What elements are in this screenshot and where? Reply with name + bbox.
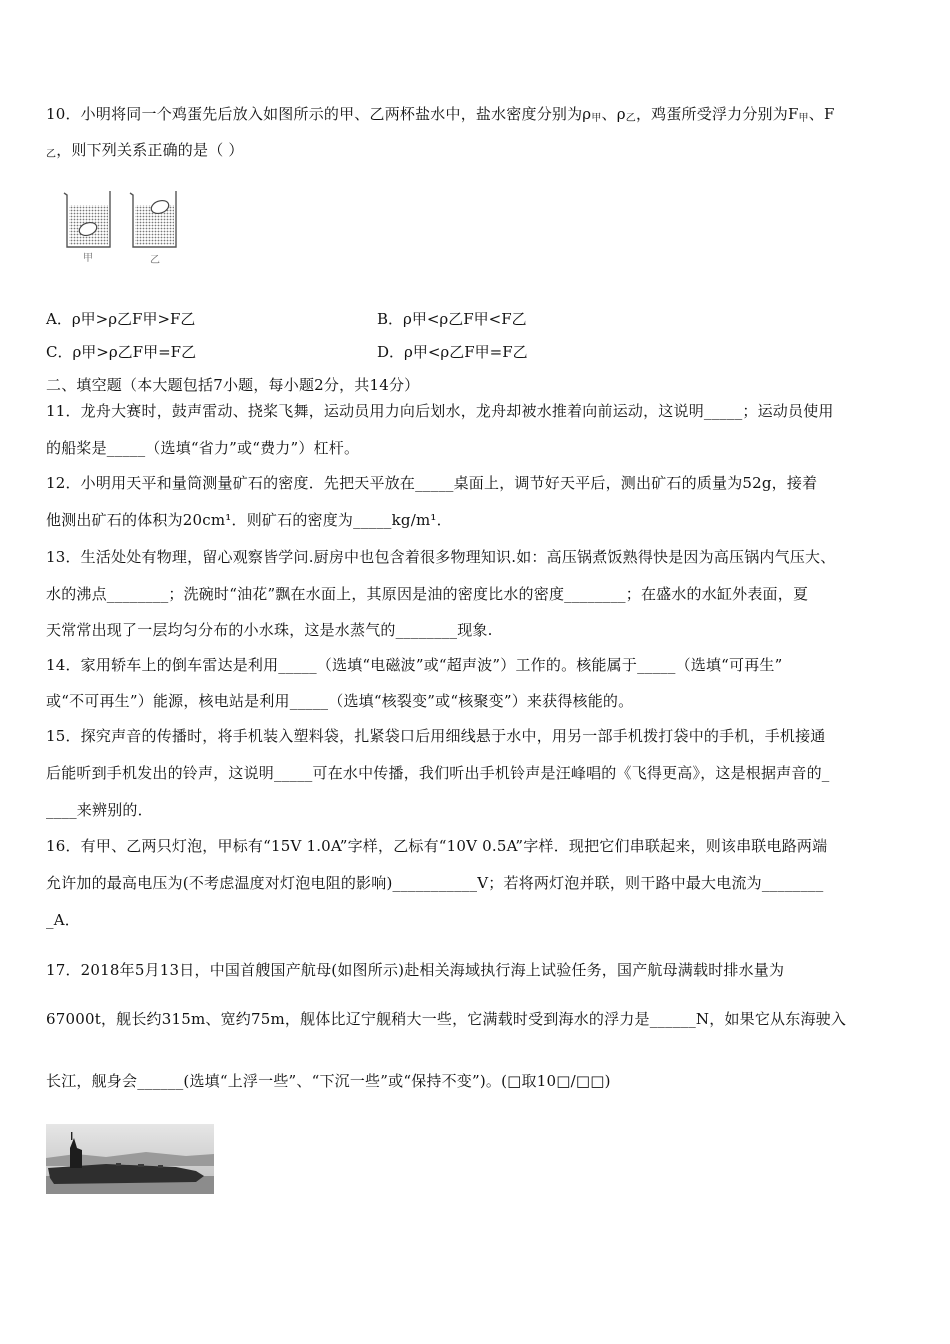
option-d: D．ρ甲<ρ乙F甲=F乙	[377, 343, 528, 361]
q11-line-1: 11．龙舟大赛时，鼓声雷动、挠桨飞舞，运动员用力向后划水，龙舟却被水推着向前运动，这说明_____；运动员使用	[46, 402, 834, 420]
q17-line-3: 长江，舰身会______(选填“上浮一些”、“下沉一些”或“保持不变”)。(□取10□/□□)	[46, 1072, 611, 1090]
q10-line-2: $_乙$，则下列关系正确的是（ ）	[46, 141, 244, 160]
q14-line-1: 14．家用轿车上的倒车雷达是利用_____（选填“电磁波”或“超声波”）工作的。核能属于_____（选填“可再生”	[46, 656, 783, 674]
q12-line-2: 他测出矿石的体积为20cm¹．则矿石的密度为_____kg/m¹．	[46, 511, 452, 529]
label-yi: 乙	[150, 255, 160, 266]
beaker-yi	[130, 191, 176, 247]
q13-line-1: 13．生活处处有物理，留心观察皆学问.厨房中也包含着很多物理知识.如：高压锅煮饭熟得快是因为高压锅内气压大、	[46, 548, 836, 566]
q15-line-1: 15．探究声音的传播时，将手机装入塑料袋，扎紧袋口后用细线悬于水中，用另一部手机拨打袋中的手机，手机接通	[46, 727, 826, 745]
beaker-jia	[64, 191, 110, 247]
section-2-title: 二、填空题（本大题包括7小题，每小题2分，共14分）	[46, 376, 420, 394]
q16-line-2: 允许加的最高电压为(不考虑温度对灯泡电阻的影响)___________V；若将两灯泡并联，则干路中最大电流为________	[46, 874, 824, 892]
option-b: B．ρ甲<ρ乙F甲<F乙	[377, 310, 527, 328]
q16-line-1: 16．有甲、乙两只灯泡，甲标有“15V 1.0A”字样，乙标有“10V 0.5A”字样．现把它们串联起来，则该串联电路两端	[46, 837, 828, 855]
label-jia: 甲	[83, 253, 93, 264]
q12-line-1: 12．小明用天平和量筒测量矿石的密度．先把天平放在_____桌面上，调节好天平后，测出矿石的质量为52g，接着	[46, 474, 818, 492]
option-c: C．ρ甲>ρ乙F甲=F乙	[46, 343, 197, 361]
option-a: A．ρ甲>ρ乙F甲>F乙	[46, 310, 196, 328]
q14-line-2: 或“不可再生”）能源，核电站是利用_____（选填“核裂变”或“核聚变”）来获得核能的。	[46, 692, 634, 710]
q11-line-2: 的船桨是_____（选填“省力”或“费力”）杠杆。	[46, 439, 360, 457]
q10-line-1: 10．小明将同一个鸡蛋先后放入如图所示的甲、乙两杯盐水中，盐水密度分别为$\rho_甲$、$\rho_乙$，鸡蛋所受浮力分别为$F_甲$、F	[46, 105, 835, 124]
q15-line-3: ____来辨别的．	[46, 801, 153, 819]
q13-line-3: 天常常出现了一层均匀分布的小水珠，这是水蒸气的________现象.	[46, 621, 493, 639]
q17-line-1: 17．2018年5月13日，中国首艘国产航母(如图所示)赴相关海域执行海上试验任务，国产航母满载时排水量为	[46, 961, 785, 979]
aircraft-carrier-photo	[46, 1124, 214, 1194]
q15-line-2: 后能听到手机发出的铃声，这说明_____可在水中传播，我们听出手机铃声是汪峰唱的《飞得更高》，这是根据声音的_	[46, 764, 830, 782]
q13-line-2: 水的沸点________；洗碗时“油花”飘在水面上，其原因是油的密度比水的密度________；在盛水的水缸外表面，夏	[46, 585, 809, 603]
q17-line-2: 67000t，舰长约315m、宽约75m，舰体比辽宁舰稍大一些，它满载时受到海水的浮力是______N，如果它从东海驶入	[46, 1010, 847, 1028]
q16-line-3: _A．	[46, 911, 80, 929]
beakers-figure	[58, 185, 193, 270]
